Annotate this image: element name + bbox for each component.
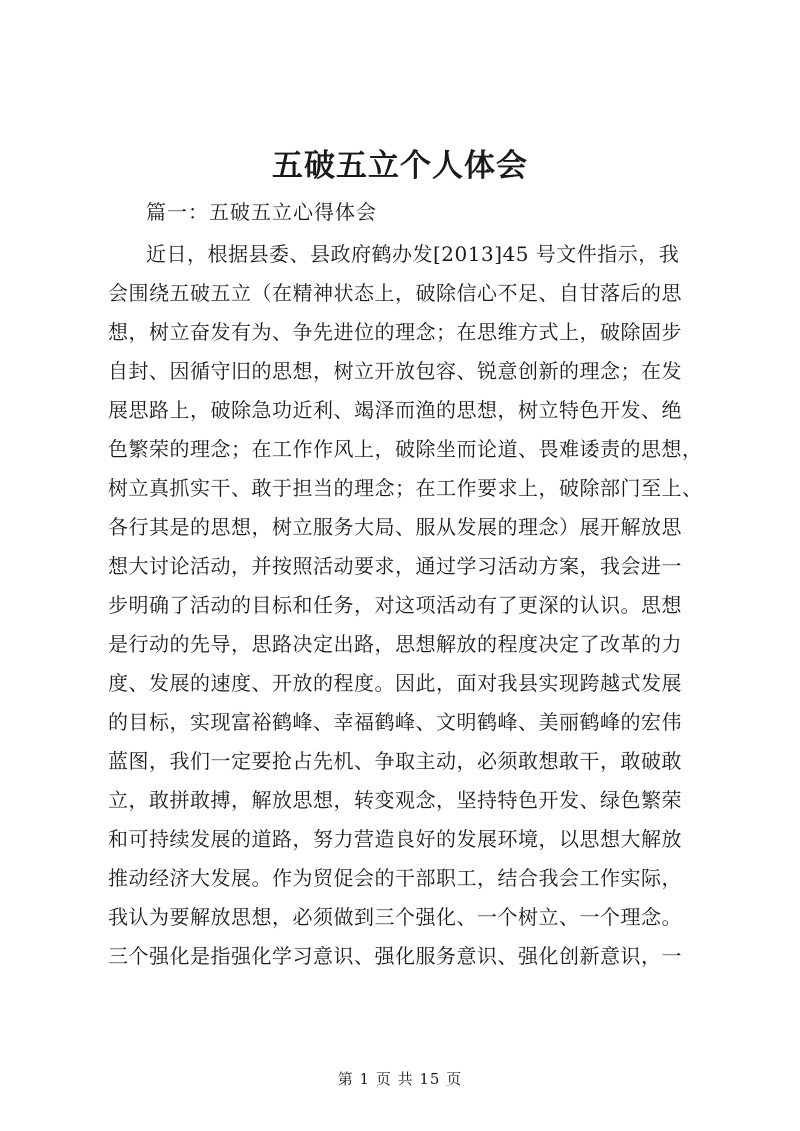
body-line: 蓝图，我们一定要抢占先机、争取主动，必须敢想敢干，敢破敢: [108, 749, 682, 773]
body-line: 立，敢拼敢搏，解放思想，转变观念，坚持特色开发、绿色繁荣: [108, 788, 682, 812]
body-line: 色繁荣的理念；在工作作风上，破除坐而论道、畏难诿责的思想，: [108, 437, 703, 461]
page-number-footer: 第 1 页 共 15 页: [337, 1070, 463, 1088]
body-line: 和可持续发展的道路，努力营造良好的发展环境，以思想大解放: [108, 827, 682, 851]
body-line: 想，树立奋发有为、争先进位的理念；在思维方式上，破除固步: [108, 320, 682, 344]
body-line: 自封、因循守旧的思想，树立开放包容、锐意创新的理念；在发: [108, 359, 682, 383]
body-line: 近日，根据县委、县政府鹤办发[2013]45 号文件指示，我: [146, 242, 680, 266]
body-line: 各行其是的思想，树立服务大局、服从发展的理念）展开解放思: [108, 515, 682, 539]
body-line: 推动经济大发展。作为贸促会的干部职工，结合我会工作实际，: [108, 866, 682, 890]
body-line: 树立真抓实干、敢于担当的理念；在工作要求上，破除部门至上、: [108, 476, 703, 500]
document-title: 五破五立个人体会: [272, 148, 528, 184]
document-subtitle: 篇一：五破五立心得体会: [146, 200, 377, 224]
document-body: [108, 235, 703, 976]
body-line: 度、发展的速度、开放的程度。因此，面对我县实现跨越式发展: [108, 671, 682, 695]
body-line: 展思路上，破除急功近利、竭泽而渔的思想，树立特色开发、绝: [108, 398, 682, 422]
body-line: 步明确了活动的目标和任务，对这项活动有了更深的认识。思想: [108, 593, 682, 617]
body-line: 是行动的先导，思路决定出路，思想解放的程度决定了改革的力: [108, 632, 682, 656]
body-line: 会围绕五破五立（在精神状态上，破除信心不足、自甘落后的思: [108, 281, 682, 305]
body-line: 三个强化是指强化学习意识、强化服务意识、强化创新意识，一: [108, 944, 682, 968]
body-line: 我认为要解放思想，必须做到三个强化、一个树立、一个理念。: [108, 905, 682, 929]
body-line: 的目标，实现富裕鹤峰、幸福鹤峰、文明鹤峰、美丽鹤峰的宏伟: [108, 710, 682, 734]
body-line: 想大讨论活动，并按照活动要求，通过学习活动方案，我会进一: [108, 554, 682, 578]
